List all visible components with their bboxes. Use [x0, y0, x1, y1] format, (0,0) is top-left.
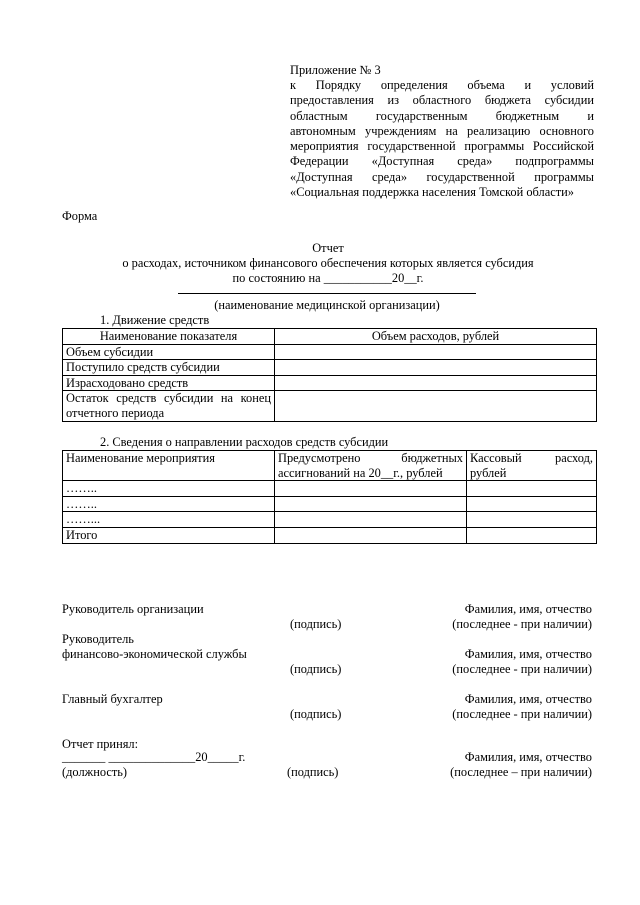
appendix-line: Федерации «Доступная среда» подпрограммы: [290, 154, 594, 169]
table-row: [63, 481, 597, 497]
value-cell[interactable]: [275, 360, 597, 376]
movement-table: [62, 328, 597, 422]
appendix-line: автономным учреждениям на реализацию основного: [290, 123, 594, 138]
table-row: [63, 360, 597, 376]
signature-caption: (подпись): [290, 617, 342, 631]
date-blank[interactable]: _______ ______________20_____г.: [62, 750, 246, 764]
value-cell[interactable]: [275, 391, 597, 421]
value-cell[interactable]: [275, 496, 467, 512]
table-row: [63, 344, 597, 360]
value-cell[interactable]: [275, 481, 467, 497]
appendix-line: «Социальная поддержка населения Томской области»: [290, 185, 574, 200]
appendix-line: мероприятия государственной программы Российской: [290, 139, 594, 154]
fio-label: Фамилия, имя, отчество: [464, 750, 592, 764]
value-cell[interactable]: [467, 496, 597, 512]
position-caption: (должность): [62, 765, 128, 779]
row-label: Остаток средств субсидии на конец отчетного периода: [63, 391, 275, 421]
value-cell[interactable]: [467, 512, 597, 528]
fio-caption: (последнее - при наличии): [452, 707, 592, 721]
column-header: Наименование показателя: [63, 329, 275, 345]
row-label: ……...: [63, 512, 275, 528]
report-subtitle: о расходах, источником финансового обеспечения которых является субсидия: [122, 256, 534, 270]
form-label: Форма: [62, 209, 98, 223]
section2-heading: 2. Сведения о направлении расходов средств субсидии: [100, 435, 389, 449]
fio-caption: (последнее – при наличии): [450, 765, 592, 779]
appendix-line: предоставления из областного бюджета субсидии: [290, 93, 594, 108]
fio-label: Фамилия, имя, отчество: [464, 647, 592, 661]
total-label: Итого: [63, 527, 275, 543]
column-header: Предусмотрено бюджетных ассигнований на 20__г., рублей: [275, 451, 467, 481]
column-header: Кассовый расход, рублей: [467, 451, 597, 481]
value-cell[interactable]: [275, 344, 597, 360]
table-row: [63, 375, 597, 391]
head-fin-label: Руководитель: [62, 632, 134, 646]
row-label: ……..: [63, 481, 275, 497]
chief-accountant-label: Главный бухгалтер: [62, 692, 163, 706]
row-label: Объем субсидии: [63, 344, 275, 360]
row-label: Поступило средств субсидии: [63, 360, 275, 376]
table-row: [63, 496, 597, 512]
column-header: Объем расходов, рублей: [275, 329, 597, 345]
signature-caption: (подпись): [290, 707, 342, 721]
appendix-line: к Порядку определения объема и условий: [290, 78, 594, 92]
head-fin-label-2: финансово-экономической службы: [62, 647, 247, 661]
value-cell[interactable]: [467, 481, 597, 497]
value-cell[interactable]: [275, 375, 597, 391]
fio-caption: (последнее - при наличии): [452, 662, 592, 676]
row-label: Израсходовано средств: [63, 375, 275, 391]
org-name-underline: [178, 293, 476, 294]
fio-label: Фамилия, имя, отчество: [464, 602, 592, 616]
expenses-table: [62, 450, 597, 544]
head-org-label: Руководитель организации: [62, 602, 204, 616]
report-accepted-label: Отчет принял:: [62, 737, 139, 751]
fio-caption: (последнее - при наличии): [452, 617, 592, 631]
column-header: Наименование мероприятия: [63, 451, 275, 481]
signature-caption: (подпись): [290, 662, 342, 676]
value-cell[interactable]: [275, 527, 467, 543]
value-cell[interactable]: [275, 512, 467, 528]
appendix-text: [290, 78, 594, 200]
appendix-line: «Доступная среда» государственной программы: [290, 169, 594, 184]
value-cell[interactable]: [467, 527, 597, 543]
report-date-line: по состоянию на ___________20__г.: [232, 271, 424, 285]
table-header-row: [63, 451, 597, 481]
table-row: [63, 512, 597, 528]
section1-heading: 1. Движение средств: [100, 313, 210, 327]
report-title: Отчет: [312, 241, 344, 255]
fio-label: Фамилия, имя, отчество: [464, 692, 592, 706]
table-row: [63, 391, 597, 421]
org-name-caption: (наименование медицинской организации): [214, 298, 440, 312]
table-total-row: [63, 527, 597, 543]
row-label: ……..: [63, 496, 275, 512]
appendix-title: Приложение № 3: [290, 63, 381, 77]
signature-caption: (подпись): [287, 765, 339, 779]
table-header-row: [63, 329, 597, 345]
appendix-line: областным государственным бюджетным и: [290, 108, 594, 123]
